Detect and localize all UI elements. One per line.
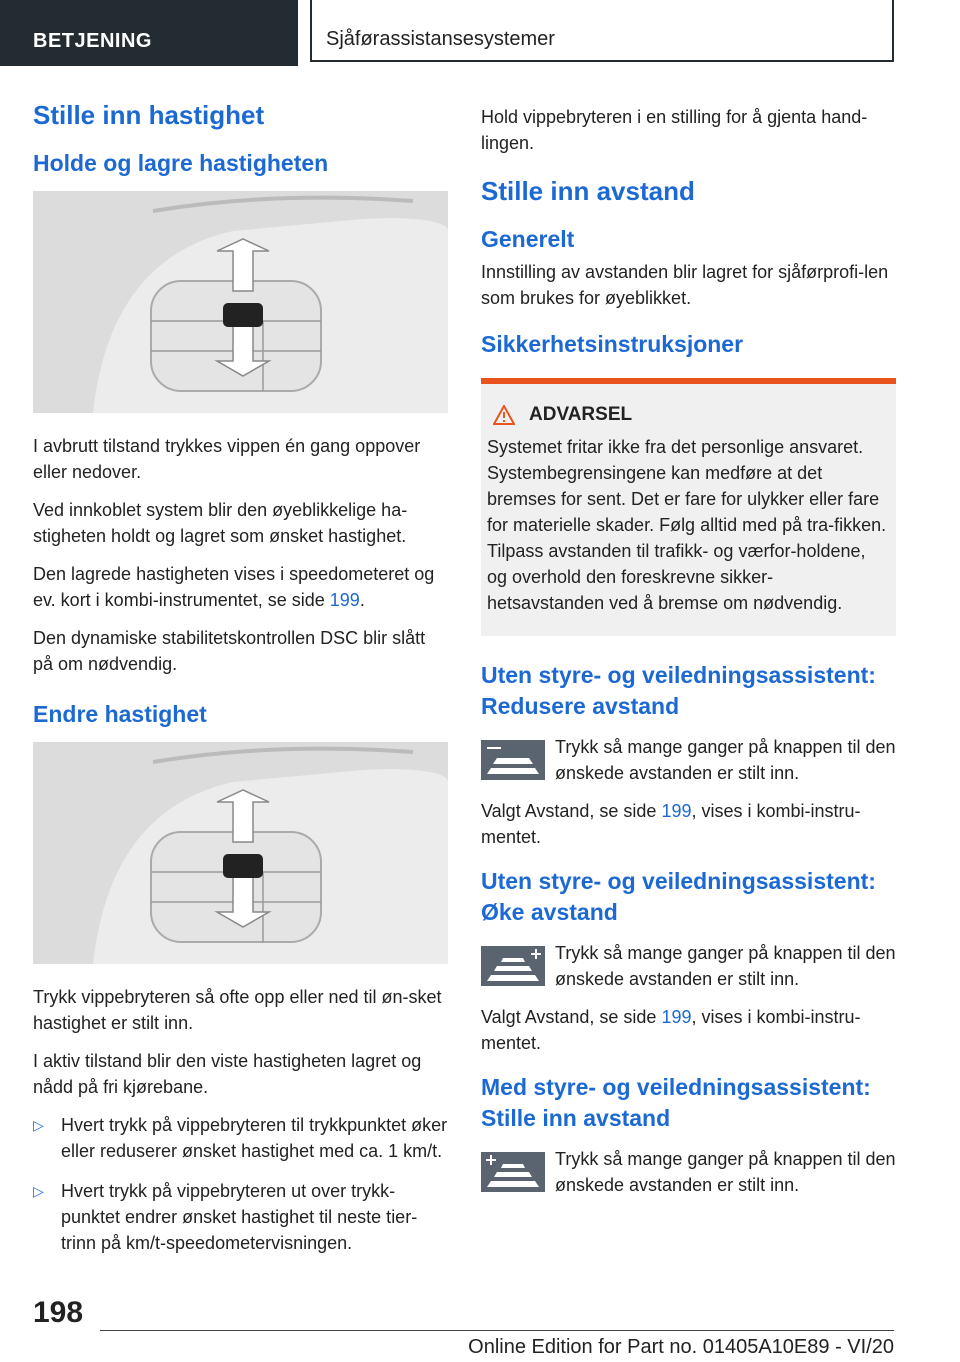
distance-setting-icon xyxy=(481,1152,545,1192)
heading-set-speed: Stille inn hastighet xyxy=(33,100,265,130)
footer-divider xyxy=(100,1330,894,1331)
paragraph: Valgt Avstand, se side 199, vises i kombi-instru-mentet. xyxy=(481,1007,861,1053)
warning-title: ADVARSEL xyxy=(529,404,633,425)
edition-note: Online Edition for Part no. 01405A10E89 - VI/20 xyxy=(468,1336,894,1358)
rocker-switch-photo xyxy=(33,742,448,964)
instruction-text: Trykk så mange ganger på knappen til den ønskede avstanden er stilt inn. xyxy=(555,943,896,989)
warning-box xyxy=(481,378,896,636)
paragraph: Den lagrede hastigheten vises i speedometeret og ev. kort i kombi-instrumentet, se side 199. xyxy=(33,564,435,610)
section-tab: BETJENING xyxy=(0,0,298,66)
heading-change-speed: Endre hastighet xyxy=(33,701,207,727)
warning-triangle-icon xyxy=(493,405,515,425)
instruction-row xyxy=(481,734,896,786)
page-link[interactable]: 199 xyxy=(329,590,360,610)
page-link[interactable]: 199 xyxy=(661,801,692,821)
list-item: ▷ Hvert trykk på vippebryteren ut over trykk-punktet endrer ønsket hastighet til neste tier-trinn på km/t-speedometervisningen. xyxy=(33,1178,448,1256)
list-item: ▷ Hvert trykk på vippebryteren til trykkpunktet øker eller reduserer ønsket hastighet med ca. 1 km/t. xyxy=(33,1112,448,1164)
instruction-row xyxy=(481,1146,896,1198)
paragraph: Hold vippebryteren i en stilling for å gjenta hand-lingen. xyxy=(481,107,868,153)
heading-hold-speed: Holde og lagre hastigheten xyxy=(33,150,329,176)
heading-safety: Sikkerhetsinstruksjoner xyxy=(481,331,744,357)
heading-reduce-distance: Uten styre- og veiledningsassistent: Redusere avstand xyxy=(481,662,876,719)
instruction-row xyxy=(481,940,896,992)
paragraph: Trykk vippebryteren så ofte opp eller ned til øn-sket hastighet er stilt inn. xyxy=(33,987,442,1033)
triangle-bullet-icon: ▷ xyxy=(33,1117,44,1133)
paragraph: Ved innkoblet system blir den øyeblikkelige ha-stigheten holdt og lagret som ønsket hastighet. xyxy=(33,500,408,546)
left-column xyxy=(33,98,448,1270)
heading-increase-distance: Uten styre- og veiledningsassistent: Øke avstand xyxy=(481,868,876,925)
heading-with-assistant: Med styre- og veiledningsassistent: Stille inn avstand xyxy=(481,1074,871,1131)
bullet-list xyxy=(33,1112,448,1256)
chapter-title: Sjåførassistansesystemer xyxy=(310,0,894,62)
paragraph: I avbrutt tilstand trykkes vippen én gang oppover eller nedover. xyxy=(33,436,421,482)
heading-general: Generelt xyxy=(481,226,575,252)
paragraph: Valgt Avstand, se side 199, vises i kombi-instru-mentet. xyxy=(481,801,861,847)
distance-increase-icon xyxy=(481,946,545,986)
distance-reduce-icon xyxy=(481,740,545,780)
right-column xyxy=(481,104,896,1210)
page-header xyxy=(0,0,960,66)
warning-text: Systemet fritar ikke fra det personlige ansvaret. Systembegrensingene kan medføre at det bremses for sent. Det er fare for ulykker eller fare for materielle skader. Følg alltid med på tra-fikken. Tilpass avstanden til trafikk- og værfor-holdene, og overhold den foreskrevne sikker-hetsavstanden ved å bremse om nødvendig. xyxy=(487,437,887,613)
heading-set-distance: Stille inn avstand xyxy=(481,176,695,206)
rocker-switch-photo xyxy=(33,191,448,413)
paragraph: I aktiv tilstand blir den viste hastigheten lagret og nådd på fri kjørebane. xyxy=(33,1051,422,1097)
page-link[interactable]: 199 xyxy=(661,1007,692,1027)
triangle-bullet-icon: ▷ xyxy=(33,1183,44,1199)
instruction-text: Trykk så mange ganger på knappen til den ønskede avstanden er stilt inn. xyxy=(555,737,896,783)
page-number: 198 xyxy=(33,1296,84,1329)
paragraph: Den dynamiske stabilitetskontrollen DSC blir slått på om nødvendig. xyxy=(33,628,426,674)
paragraph: Innstilling av avstanden blir lagret for sjåførprofi-len som brukes for øyeblikket. xyxy=(481,262,889,308)
instruction-text: Trykk så mange ganger på knappen til den ønskede avstanden er stilt inn. xyxy=(555,1149,896,1195)
